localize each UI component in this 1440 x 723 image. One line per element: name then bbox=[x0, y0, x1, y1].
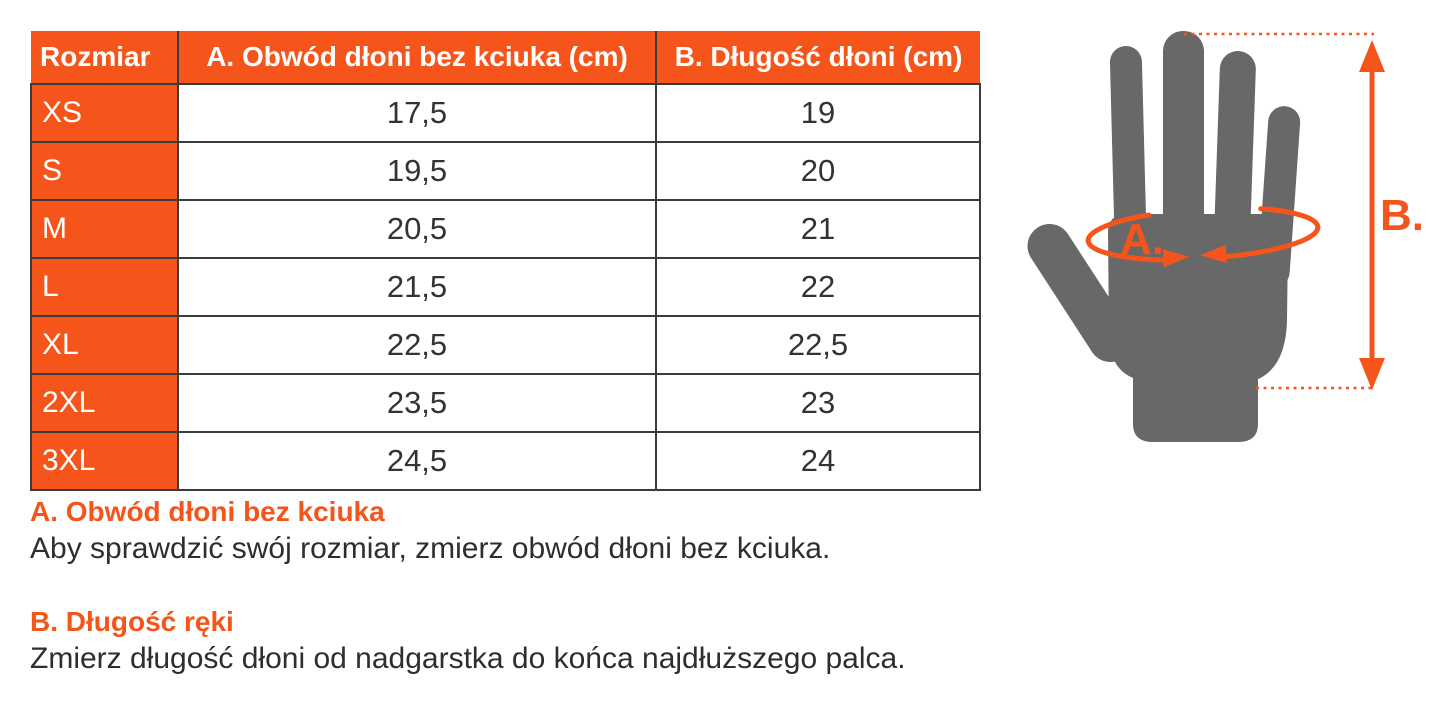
size-label: M bbox=[31, 200, 178, 258]
glove-size-table bbox=[30, 31, 981, 491]
note-b-heading: B. Długość ręki bbox=[30, 606, 234, 637]
size-label: L bbox=[31, 258, 178, 316]
header-length: B. Długość dłoni (cm) bbox=[656, 31, 980, 84]
length-value: 22,5 bbox=[656, 316, 980, 374]
note-b-body: Zmierz długość dłoni od nadgarstka do końca najdłuższego palca. bbox=[30, 642, 906, 675]
table-row bbox=[31, 258, 980, 316]
circumference-value: 22,5 bbox=[178, 316, 656, 374]
header-size: Rozmiar bbox=[31, 31, 178, 84]
table-row bbox=[31, 432, 980, 490]
circumference-value: 20,5 bbox=[178, 200, 656, 258]
length-value: 24 bbox=[656, 432, 980, 490]
table-row bbox=[31, 200, 980, 258]
hand-measurement-diagram bbox=[1000, 0, 1440, 460]
note-a-heading: A. Obwód dłoni bez kciuka bbox=[30, 496, 385, 527]
length-value: 20 bbox=[656, 142, 980, 200]
table-header-row bbox=[31, 31, 980, 84]
header-circumference: A. Obwód dłoni bez kciuka (cm) bbox=[178, 31, 656, 84]
size-label: 2XL bbox=[31, 374, 178, 432]
size-label: S bbox=[31, 142, 178, 200]
note-a-body: Aby sprawdzić swój rozmiar, zmierz obwód dłoni bez kciuka. bbox=[30, 532, 831, 565]
length-value: 19 bbox=[656, 84, 980, 142]
circumference-value: 21,5 bbox=[178, 258, 656, 316]
table-row bbox=[31, 374, 980, 432]
table-row bbox=[31, 142, 980, 200]
size-label: 3XL bbox=[31, 432, 178, 490]
circumference-value: 19,5 bbox=[178, 142, 656, 200]
length-value: 23 bbox=[656, 374, 980, 432]
table-row bbox=[31, 84, 980, 142]
length-value: 21 bbox=[656, 200, 980, 258]
size-label: XS bbox=[31, 84, 178, 142]
table-row bbox=[31, 316, 980, 374]
label-a: A. bbox=[1120, 215, 1164, 264]
circumference-value: 23,5 bbox=[178, 374, 656, 432]
circumference-value: 24,5 bbox=[178, 432, 656, 490]
length-value: 22 bbox=[656, 258, 980, 316]
label-b: B. bbox=[1380, 191, 1424, 240]
size-label: XL bbox=[31, 316, 178, 374]
circumference-value: 17,5 bbox=[178, 84, 656, 142]
